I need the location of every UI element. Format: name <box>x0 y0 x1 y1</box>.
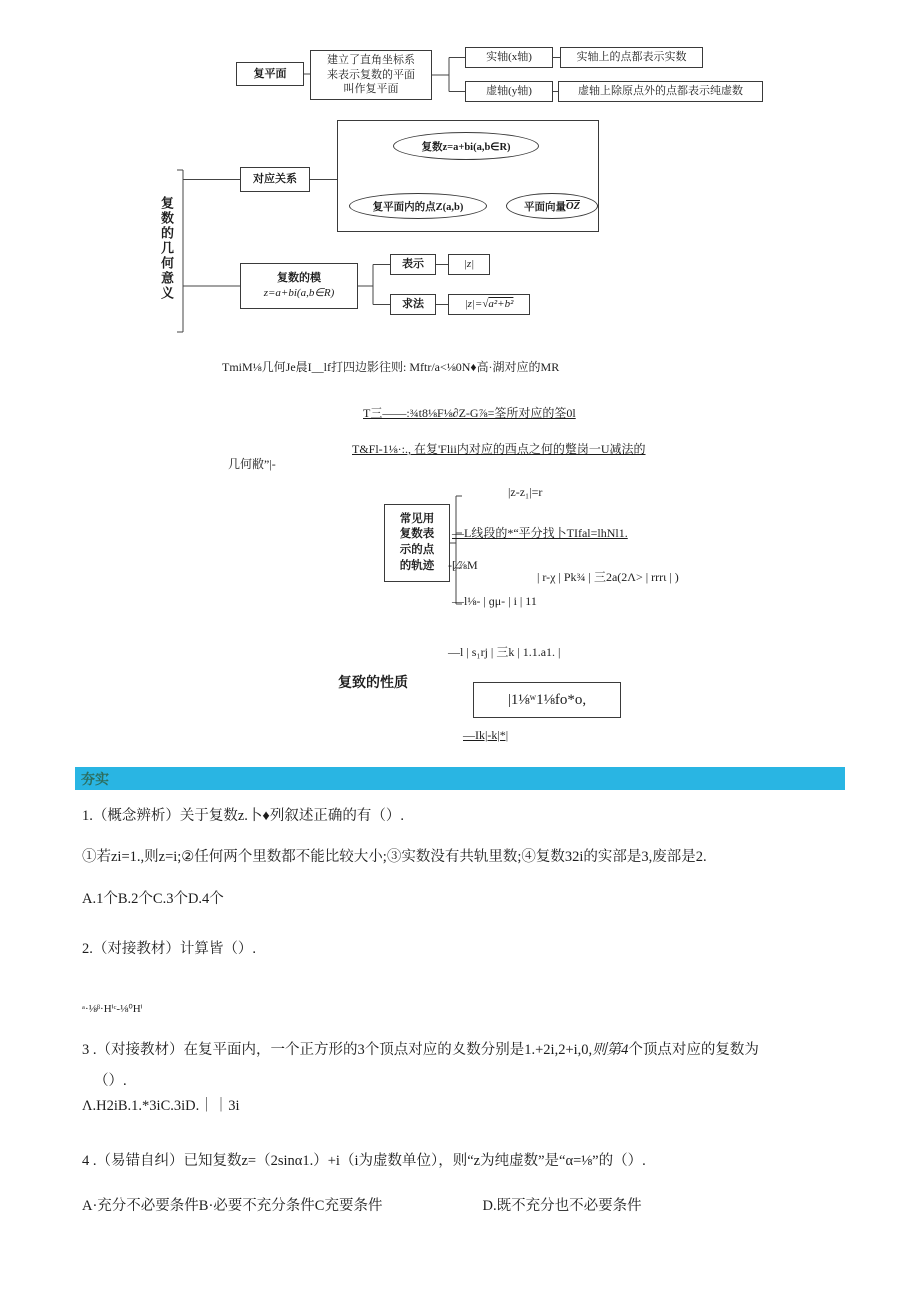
box-method-label: 求法 <box>390 294 436 315</box>
q4-options <box>82 1196 852 1216</box>
box-locus-title: 常见用 复数表 示的点 的轨迹 <box>384 504 450 582</box>
box-complex-plane: 复平面 <box>236 62 304 86</box>
note-line-1: TmiM⅛几何Je晨I__lf打四边影往则: Mftr/a<⅛0N♦高·湖对应的MR <box>222 360 560 374</box>
properties-pre-line: —l | s₁rj | 三k | 1.1.a1. | <box>448 645 561 659</box>
q2-stem: 2.（对接教材）计算皆（）. <box>82 941 256 957</box>
modulus-title: 复数的模 <box>277 272 321 285</box>
box-method-value <box>448 294 530 315</box>
box-complex-plane-desc: 建立了直角坐标系 来表示复数的平面 叫作复平面 <box>310 50 432 100</box>
method-radicand: a²+b² <box>488 298 514 311</box>
box-modulus <box>240 263 358 309</box>
box-imag-axis: 虚轴(y轴) <box>465 81 553 102</box>
properties-post-line: —Ik|-k|*| <box>463 728 509 742</box>
box-real-axis-desc: 实轴上的点都表示实数 <box>560 47 703 68</box>
vector-oz: $\overline{OZ}$ <box>566 200 580 212</box>
ellipse-plane-point: 复平面内的点Z(a,b) <box>349 193 487 219</box>
banner-label: 夯实 <box>81 770 109 787</box>
ellipse-complex-number: 复数z=a+bi(a,b∈R) <box>393 132 539 160</box>
locus-item-2: -[∕⅞M <box>448 558 478 572</box>
diagram-side-label: 复数的几何意义 <box>159 196 174 301</box>
box-express-label: 表示 <box>390 254 436 275</box>
note-line-3: T&Fl-1⅛·:., 在复'Flii内对应的西点之何的蹩岗一U减法的 <box>352 442 646 456</box>
locus-item-3: | r-χ | Pk¾ | 三2a(2Λ> | rrrι | ) <box>537 570 679 584</box>
q1-statements: ①若zi=1.,则z=i;②任何两个里数都不能比较大小;③实数没有共轨里数;④复数32i的实部是3,废部是2. <box>82 849 707 865</box>
modulus-formula: z=a+bi(a,b∈R) <box>263 287 335 299</box>
section-banner <box>75 767 845 790</box>
locus-item-4: —l⅛- | ɡμ- | i | 11 <box>452 594 537 608</box>
q1-options: A.1个B.2个C.3个D.4个 <box>82 891 224 907</box>
vector-label-prefix: 平面向量 <box>524 201 566 213</box>
box-real-axis: 实轴(x轴) <box>465 47 553 68</box>
box-mapping: 对应关系 <box>240 167 310 192</box>
box-express-value: |z| <box>448 254 490 275</box>
q3-stem-continued: （）. <box>94 1073 127 1089</box>
properties-title: 复致的性质 <box>338 676 408 691</box>
method-prefix: |z|=√ <box>464 298 489 311</box>
note-line-2: T三——:¾t8⅛F⅛∂Z-G⅞=筌所对应的筌0l <box>363 406 576 420</box>
locus-item-0: |z-z₁|=r <box>508 485 543 499</box>
box-imag-axis-desc: 虚轴上除原点外的点都表示纯虚数 <box>558 81 763 102</box>
q3-stem <box>82 1040 852 1060</box>
q4-options-abc: A·充分不必要条件B·必要不充分条件C充要条件 <box>82 1198 383 1214</box>
q1-stem: 1.（概念辨析）关于复数z.卜♦列叙述正确的有（）. <box>82 808 404 824</box>
q3-stem-part3: 个顶点对应的复数为 <box>628 1042 759 1058</box>
q3-stem-part1: 3 .（对接教材）在复平面内，一个正方形的3个顶点对应的夊数分别是1.+2i,2+i,0, <box>82 1042 593 1058</box>
q2-expression: ᵃ·⅛ᵝ·Hⁱᶜ-⅛⁰Hⁱ <box>82 1003 143 1015</box>
q4-stem: 4 .（易错自纠）已知复数z=（2sinα1.）+i（i为虚数单位），则“z为纯虚数”是“α=⅛”的（）. <box>82 1153 646 1169</box>
q3-options: Λ.H2iB.1.*3iC.3iD.｜｜3i <box>82 1098 240 1114</box>
q3-stem-part2: 则第4 <box>592 1042 629 1058</box>
q4-option-d: D.既不充分也不必要条件 <box>482 1198 642 1214</box>
note-line-4: 几何敝”|- <box>228 457 276 471</box>
locus-item-1: —L线段的*“平分找卜TIfal=lhNl1. <box>452 526 628 540</box>
box-properties: |1⅛ʷ1⅛fo*o, <box>473 682 621 718</box>
ellipse-plane-vector <box>506 193 598 219</box>
